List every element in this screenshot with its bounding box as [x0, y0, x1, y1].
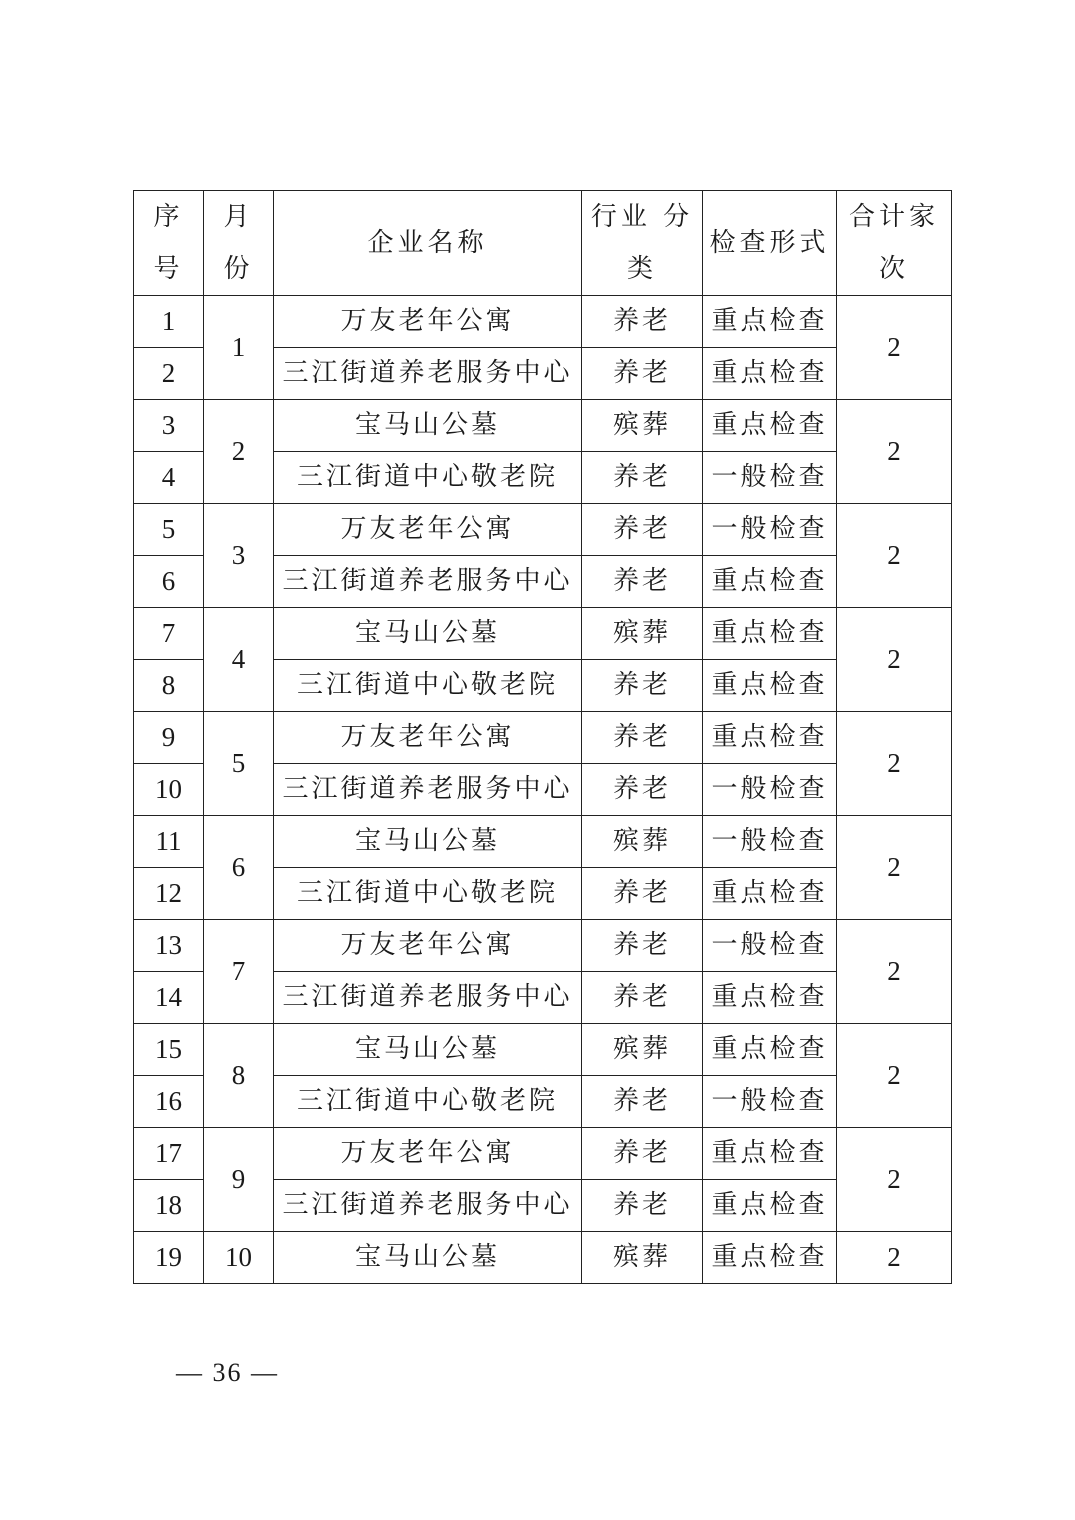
check-type-cell: 一般检查: [703, 1076, 837, 1128]
check-type-cell: 重点检查: [703, 712, 837, 764]
header-total: [837, 191, 952, 296]
seq-cell: 11: [134, 816, 204, 868]
check-type-cell: 一般检查: [703, 452, 837, 504]
company-cell: 宝马山公墓: [274, 816, 582, 868]
industry-cell: 养老: [582, 452, 703, 504]
check-type-cell: 一般检查: [703, 764, 837, 816]
check-type-cell: 重点检查: [703, 972, 837, 1024]
header-company: 企业名称: [274, 191, 582, 296]
header-industry-line2: 类: [626, 254, 657, 284]
industry-cell: 养老: [582, 504, 703, 556]
seq-cell: 6: [134, 556, 204, 608]
company-cell: 三江街道养老服务中心: [274, 1180, 582, 1232]
table-row: [134, 712, 952, 764]
company-cell: 三江街道中心敬老院: [274, 660, 582, 712]
total-cell: 2: [837, 816, 952, 920]
company-cell: 万友老年公寓: [274, 296, 582, 348]
seq-cell: 16: [134, 1076, 204, 1128]
check-type-cell: 重点检查: [703, 1180, 837, 1232]
company-cell: 万友老年公寓: [274, 1128, 582, 1180]
check-type-cell: 重点检查: [703, 296, 837, 348]
table-row: [134, 1024, 952, 1076]
seq-cell: 12: [134, 868, 204, 920]
company-cell: 三江街道养老服务中心: [274, 972, 582, 1024]
seq-cell: 9: [134, 712, 204, 764]
check-type-cell: 重点检查: [703, 1232, 837, 1284]
month-cell: 3: [204, 504, 274, 608]
company-cell: 万友老年公寓: [274, 504, 582, 556]
table-row: [134, 504, 952, 556]
table-row: [134, 400, 952, 452]
company-cell: 万友老年公寓: [274, 920, 582, 972]
check-type-cell: 重点检查: [703, 1024, 837, 1076]
month-cell: 5: [204, 712, 274, 816]
industry-cell: 养老: [582, 764, 703, 816]
industry-cell: 殡葬: [582, 1024, 703, 1076]
total-cell: 2: [837, 296, 952, 400]
total-cell: 2: [837, 608, 952, 712]
table-body: [134, 296, 952, 1284]
industry-cell: 殡葬: [582, 816, 703, 868]
check-type-cell: 重点检查: [703, 608, 837, 660]
check-type-cell: 重点检查: [703, 1128, 837, 1180]
table-row: [134, 1232, 952, 1284]
header-seq-line2: 号: [153, 254, 184, 284]
industry-cell: 养老: [582, 660, 703, 712]
industry-cell: 养老: [582, 1128, 703, 1180]
header-industry-line1: 行业 分: [590, 202, 694, 232]
company-cell: 三江街道中心敬老院: [274, 452, 582, 504]
company-cell: 万友老年公寓: [274, 712, 582, 764]
header-month-line2: 份: [223, 254, 254, 284]
total-cell: 2: [837, 1232, 952, 1284]
table-row: [134, 816, 952, 868]
seq-cell: 8: [134, 660, 204, 712]
header-check-type: 检查形式: [703, 191, 837, 296]
company-cell: 三江街道中心敬老院: [274, 1076, 582, 1128]
industry-cell: 殡葬: [582, 400, 703, 452]
seq-cell: 15: [134, 1024, 204, 1076]
company-cell: 宝马山公墓: [274, 608, 582, 660]
month-cell: 7: [204, 920, 274, 1024]
check-type-cell: 重点检查: [703, 660, 837, 712]
industry-cell: 养老: [582, 556, 703, 608]
header-seq-line1: 序: [153, 202, 184, 232]
industry-cell: 养老: [582, 348, 703, 400]
seq-cell: 19: [134, 1232, 204, 1284]
header-industry: [582, 191, 703, 296]
seq-cell: 2: [134, 348, 204, 400]
seq-cell: 5: [134, 504, 204, 556]
month-cell: 2: [204, 400, 274, 504]
total-cell: 2: [837, 920, 952, 1024]
seq-cell: 7: [134, 608, 204, 660]
seq-cell: 14: [134, 972, 204, 1024]
seq-cell: 17: [134, 1128, 204, 1180]
seq-cell: 3: [134, 400, 204, 452]
industry-cell: 养老: [582, 712, 703, 764]
check-type-cell: 重点检查: [703, 348, 837, 400]
industry-cell: 殡葬: [582, 608, 703, 660]
check-type-cell: 重点检查: [703, 556, 837, 608]
company-cell: 三江街道养老服务中心: [274, 556, 582, 608]
check-type-cell: 一般检查: [703, 920, 837, 972]
industry-cell: 殡葬: [582, 1232, 703, 1284]
page-number: — 36 —: [176, 1358, 279, 1387]
header-month-line1: 月: [223, 202, 254, 232]
industry-cell: 养老: [582, 868, 703, 920]
header-month: [204, 191, 274, 296]
check-type-cell: 一般检查: [703, 504, 837, 556]
header-total-line2: 次: [878, 254, 909, 284]
seq-cell: 13: [134, 920, 204, 972]
month-cell: 6: [204, 816, 274, 920]
check-type-cell: 重点检查: [703, 868, 837, 920]
check-type-cell: 重点检查: [703, 400, 837, 452]
check-type-cell: 一般检查: [703, 816, 837, 868]
total-cell: 2: [837, 504, 952, 608]
seq-cell: 1: [134, 296, 204, 348]
company-cell: 三江街道养老服务中心: [274, 764, 582, 816]
month-cell: 8: [204, 1024, 274, 1128]
table-row: [134, 296, 952, 348]
header-seq: [134, 191, 204, 296]
industry-cell: 养老: [582, 296, 703, 348]
header-row: [134, 191, 952, 296]
seq-cell: 10: [134, 764, 204, 816]
month-cell: 1: [204, 296, 274, 400]
company-cell: 三江街道养老服务中心: [274, 348, 582, 400]
industry-cell: 养老: [582, 920, 703, 972]
total-cell: 2: [837, 1128, 952, 1232]
seq-cell: 4: [134, 452, 204, 504]
header-total-line1: 合计家: [848, 202, 939, 232]
table-row: [134, 1128, 952, 1180]
table-header: [134, 191, 952, 296]
table-row: [134, 608, 952, 660]
inspection-table: [133, 190, 952, 1284]
company-cell: 宝马山公墓: [274, 1232, 582, 1284]
company-cell: 宝马山公墓: [274, 1024, 582, 1076]
industry-cell: 养老: [582, 972, 703, 1024]
industry-cell: 养老: [582, 1180, 703, 1232]
table-row: [134, 920, 952, 972]
total-cell: 2: [837, 1024, 952, 1128]
industry-cell: 养老: [582, 1076, 703, 1128]
total-cell: 2: [837, 712, 952, 816]
company-cell: 三江街道中心敬老院: [274, 868, 582, 920]
month-cell: 9: [204, 1128, 274, 1232]
month-cell: 10: [204, 1232, 274, 1284]
month-cell: 4: [204, 608, 274, 712]
company-cell: 宝马山公墓: [274, 400, 582, 452]
seq-cell: 18: [134, 1180, 204, 1232]
total-cell: 2: [837, 400, 952, 504]
